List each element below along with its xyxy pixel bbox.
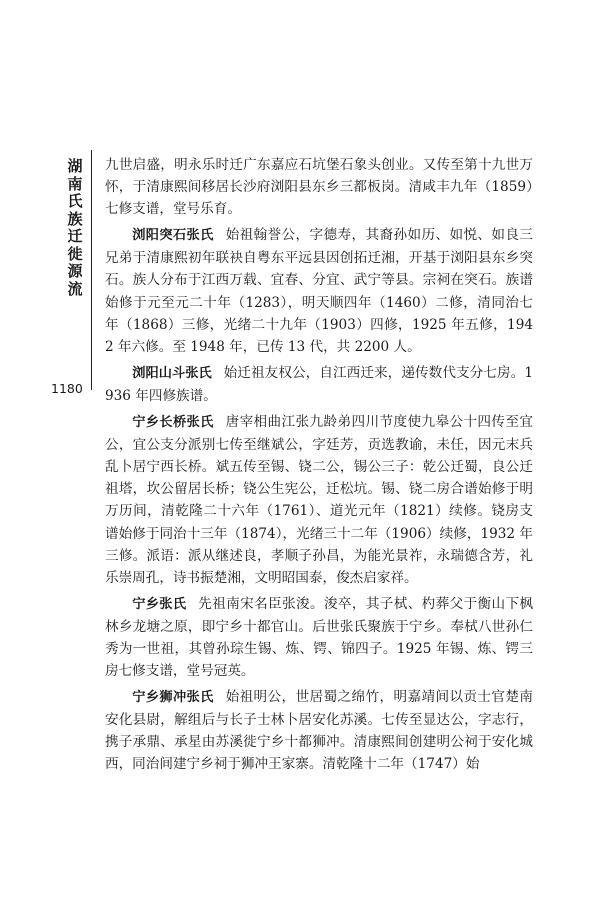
entry-text: 始祖翰誉公，字德寿，其裔孙如历、如悦、如良三兄弟于清康熙初年联袂自粤东平远县因创拓迁湘，开基于浏阳县东乡突石。族人分布于江西万载、宜春、分宜、武宁等县。宗祠在突石。族谱始修于元至元二十年（1283），明天顺四年（1460）二修，清同治七年（1868）三修，光绪二十九年（1903）四修，1925 年五修，1942 年六修。至 1948 年，已传 13 代，共 2200 人。 [105,227,534,355]
book-title-vertical: 湖南氏族迁徙源流 [67,157,83,298]
entry-liuyang-shandou [105,362,533,407]
entry-liuyang-tushi [105,224,533,358]
entry-heading: 浏阳突石张氏 [132,228,214,244]
entry-ningxiang-changqiao [105,411,533,589]
entry-text: 始祖明公，世居蜀之绵竹，明嘉靖间以贡士官楚南安化县尉，解组后与长子士林卜居安化苏溪。七传至显达公，字志行，携子承鼎、承星由苏溪徙宁乡十都狮冲。清康熙间创建明公祠于安化城西，同治间建宁乡祠于狮冲王家寨。清乾隆十二年（1747）始 [105,689,534,773]
entry-heading: 宁乡狮冲张氏 [132,690,214,706]
page-number: 1180 [51,381,83,396]
entry-text: 唐宰相曲江张九龄弟四川节度使九皋公十四传至宜公，宜公支分派别七传至继斌公，字廷芳，贡选教谕，未任，因元末兵乱卜居宁西长桥。斌五传至锡、铙二公，锡公三子：乾公迁蜀，良公迁祖塔，坎公留居长桥；铙公生宪公，迁松坑。锡、铙二房合谱始修于明万历间，清乾隆二十六年（1761）、道光元年（1821）续修。铙房支谱始修于同治十三年（1874），光绪三十二年（1906）续修，1932 年三修。派语：派从继述良，孝顺子孙昌，为能光景祚，永瑞德含芳，礼乐崇周孔，诗书振楚湘，文明昭国泰，俊杰启家祥。 [105,414,534,586]
paragraph-continuation [105,154,533,220]
entry-ningxiang [105,593,533,682]
body-text [105,154,533,776]
entry-ningxiang-shichong [105,686,533,775]
entry-heading: 宁乡长桥张氏 [132,415,214,431]
entry-heading: 浏阳山斗张氏 [132,365,212,381]
entry-heading: 宁乡张氏 [132,596,187,612]
entry-text: 先祖南宋名臣张浚。浚卒，其子栻、杓葬父于衡山下枫林乡龙塘之原，即宁乡十都官山。后世张氏聚族于宁乡。奉栻八世孙仁秀为一世祖，其曾孙琮生锡、炼、锷、锦四子。1925 年锡、炼、锷三房七修支谱，堂号冠英。 [105,595,534,680]
margin-rule [91,150,92,390]
entry-text: 始迁祖友权公，自江西迁来，递传数代支分七房。1936 年四修族谱。 [105,364,533,404]
paragraph-text: 九世启盛，明永乐时迁广东嘉应石坑堡石象头创业。又传至第十九世万怀，于清康熙间移居长沙府浏阳县东乡三都板岗。清咸丰九年（1859）七修支谱，堂号乐育。 [105,157,533,218]
